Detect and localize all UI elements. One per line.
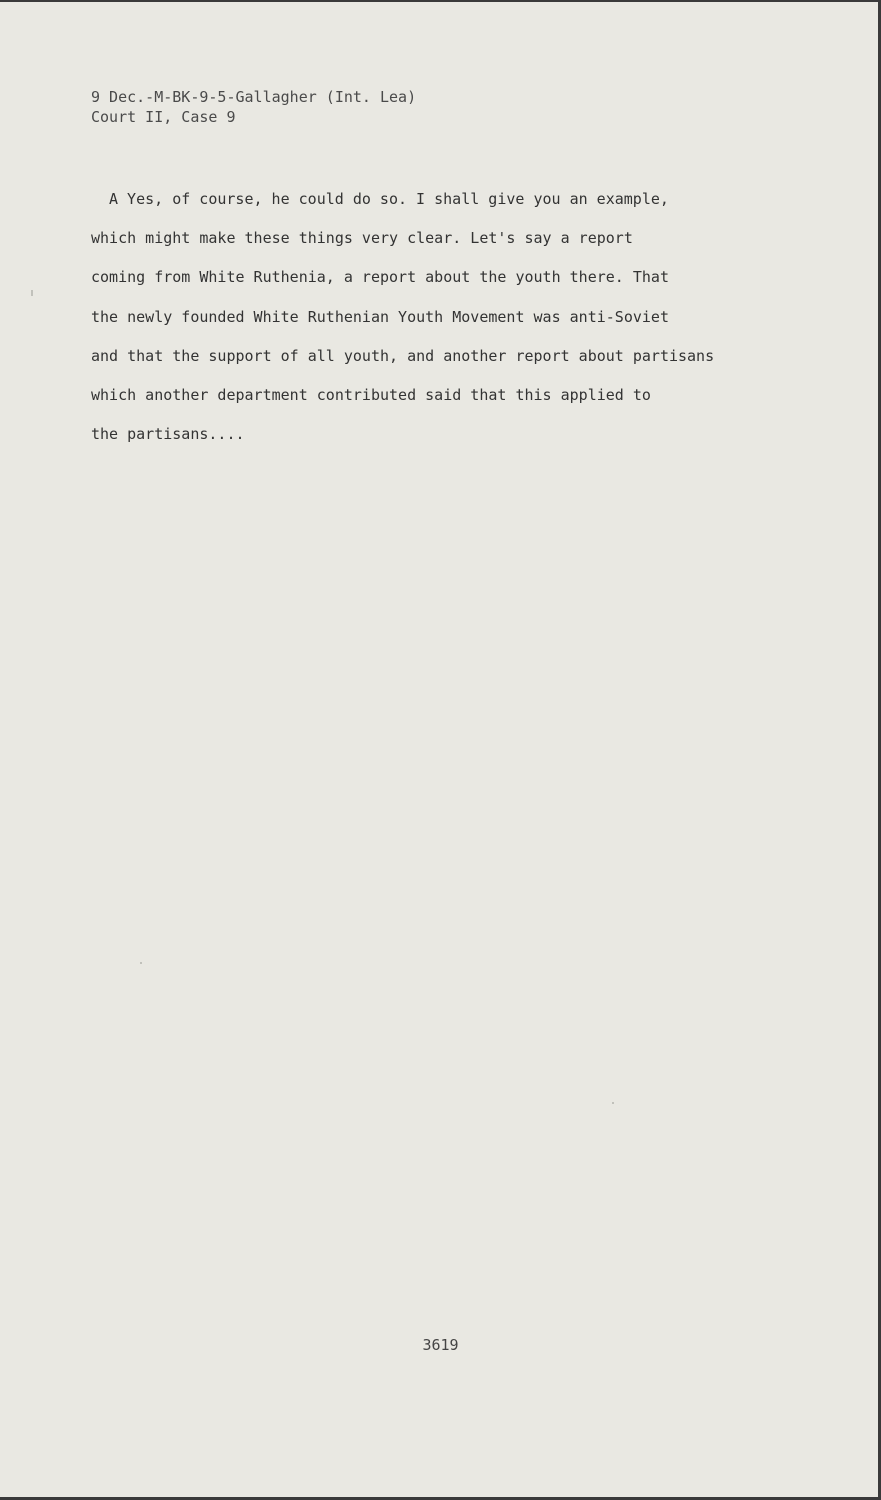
paper-speck (140, 962, 142, 964)
page-number: 3619 (422, 1336, 459, 1354)
text-line-3: coming from White Ruthenia, a report about the youth there. That (91, 268, 669, 287)
text-line-7: the partisans.... (91, 425, 245, 444)
testimony-text (91, 180, 791, 454)
text-line-2: which might make these things very clear. Let's say a report (91, 229, 633, 248)
paper-speck (31, 290, 33, 296)
text-line-4: the newly founded White Ruthenian Youth Movement was anti-Soviet (91, 307, 669, 326)
text-line-1: A Yes, of course, he could do so. I shall give you an example, (109, 190, 669, 208)
header-line-2: Court II, Case 9 (91, 108, 236, 126)
document-header (91, 87, 416, 127)
text-line-6: which another department contributed said that this applied to (91, 386, 651, 405)
text-line-5: and that the support of all youth, and another report about partisans (91, 346, 715, 365)
paper-speck (612, 1102, 614, 1104)
header-line-1: 9 Dec.-M-BK-9-5-Gallagher (Int. Lea) (91, 88, 417, 106)
